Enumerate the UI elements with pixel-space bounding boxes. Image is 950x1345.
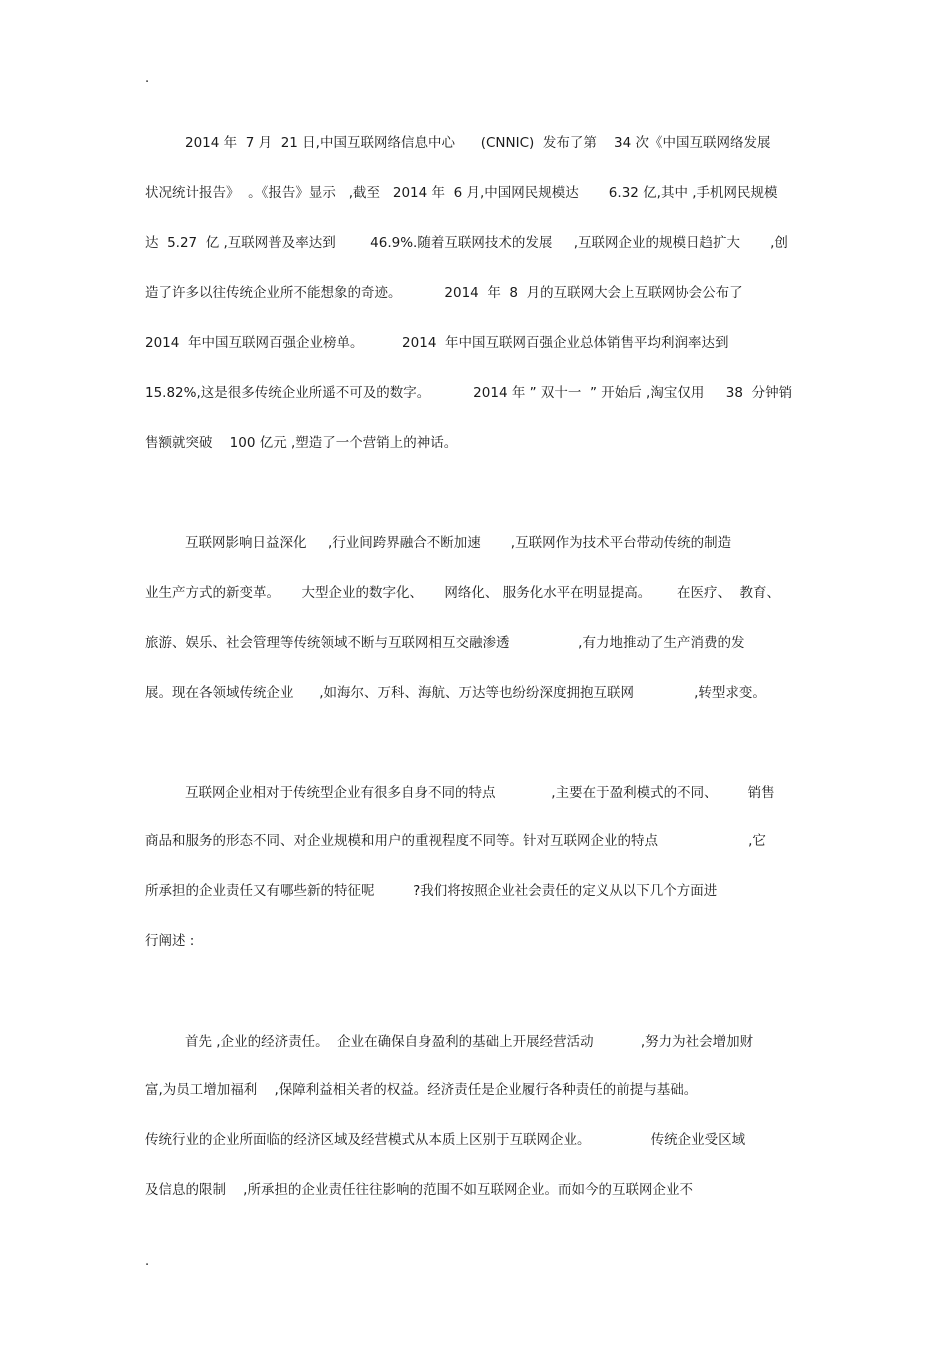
paragraph-line: 旅游、娱乐、社会管理等传统领域不断与互联网相互交融渗透 ,有力地推动了生产消费的发 (145, 635, 745, 651)
paragraph-line: 状况统计报告》 。《报告》显示 ,截至 2014 年 6 月,中国网民规模达 6.32 亿,其中 ,手机网民规模 (145, 185, 778, 201)
top-page-mark: . (145, 71, 150, 86)
paragraph-line: 2014 年 7 月 21 日,中国互联网络信息中心 (CNNIC) 发布了第 34 次《中国互联网络发展 (185, 135, 771, 151)
bottom-page-mark: . (145, 1254, 150, 1269)
paragraph-line: 15.82%,这是很多传统企业所遥不可及的数字。 2014 年 ” 双十一 ” 开始后 ,淘宝仅用 38 分钟销 (145, 385, 793, 401)
paragraph-line: 售额就突破 100 亿元 ,塑造了一个营销上的神话。 (145, 435, 458, 451)
paragraph-line: 互联网影响日益深化 ,行业间跨界融合不断加速 ,互联网作为技术平台带动传统的制造 (185, 535, 732, 551)
paragraph-line: 造了许多以往传统企业所不能想象的奇迹。 2014 年 8 月的互联网大会上互联网协会公布了 (145, 285, 743, 301)
paragraph-line: 富,为员工增加福利 ,保障利益相关者的权益。经济责任是企业履行各种责任的前提与基础。 (145, 1082, 698, 1098)
paragraph-line: 所承担的企业责任又有哪些新的特征呢 ?我们将按照企业社会责任的定义从以下几个方面进 (145, 883, 718, 899)
paragraph-line: 及信息的限制 ,所承担的企业责任往往影响的范围不如互联网企业。而如今的互联网企业不 (145, 1182, 693, 1198)
paragraph-line: 达 5.27 亿 ,互联网普及率达到 46.9%.随着互联网技术的发展 ,互联网企业的规模日趋扩大 ,创 (145, 235, 788, 251)
paragraph-line: 互联网企业相对于传统型企业有很多自身不同的特点 ,主要在于盈利模式的不同、 销售 (185, 785, 775, 801)
paragraph-line: 展。现在各领域传统企业 ,如海尔、万科、海航、万达等也纷纷深度拥抱互联网 ,转型求变。 (145, 685, 766, 701)
paragraph-line: 传统行业的企业所面临的经济区域及经营模式从本质上区别于互联网企业。 传统企业受区域 (145, 1132, 746, 1148)
paragraph-line: 首先 ,企业的经济责任。 企业在确保自身盈利的基础上开展经营活动 ,努力为社会增加财 (185, 1034, 754, 1050)
paragraph-line: 行阐述 : (145, 933, 195, 949)
paragraph-line: 业生产方式的新变革。 大型企业的数字化、 网络化、 服务化水平在明显提高。 在医疗、 教育、 (145, 585, 781, 601)
paragraph-line: 2014 年中国互联网百强企业榜单。 2014 年中国互联网百强企业总体销售平均利润率达到 (145, 335, 729, 351)
paragraph-line: 商品和服务的形态不同、对企业规模和用户的重视程度不同等。针对互联网企业的特点 ,它 (145, 833, 766, 849)
